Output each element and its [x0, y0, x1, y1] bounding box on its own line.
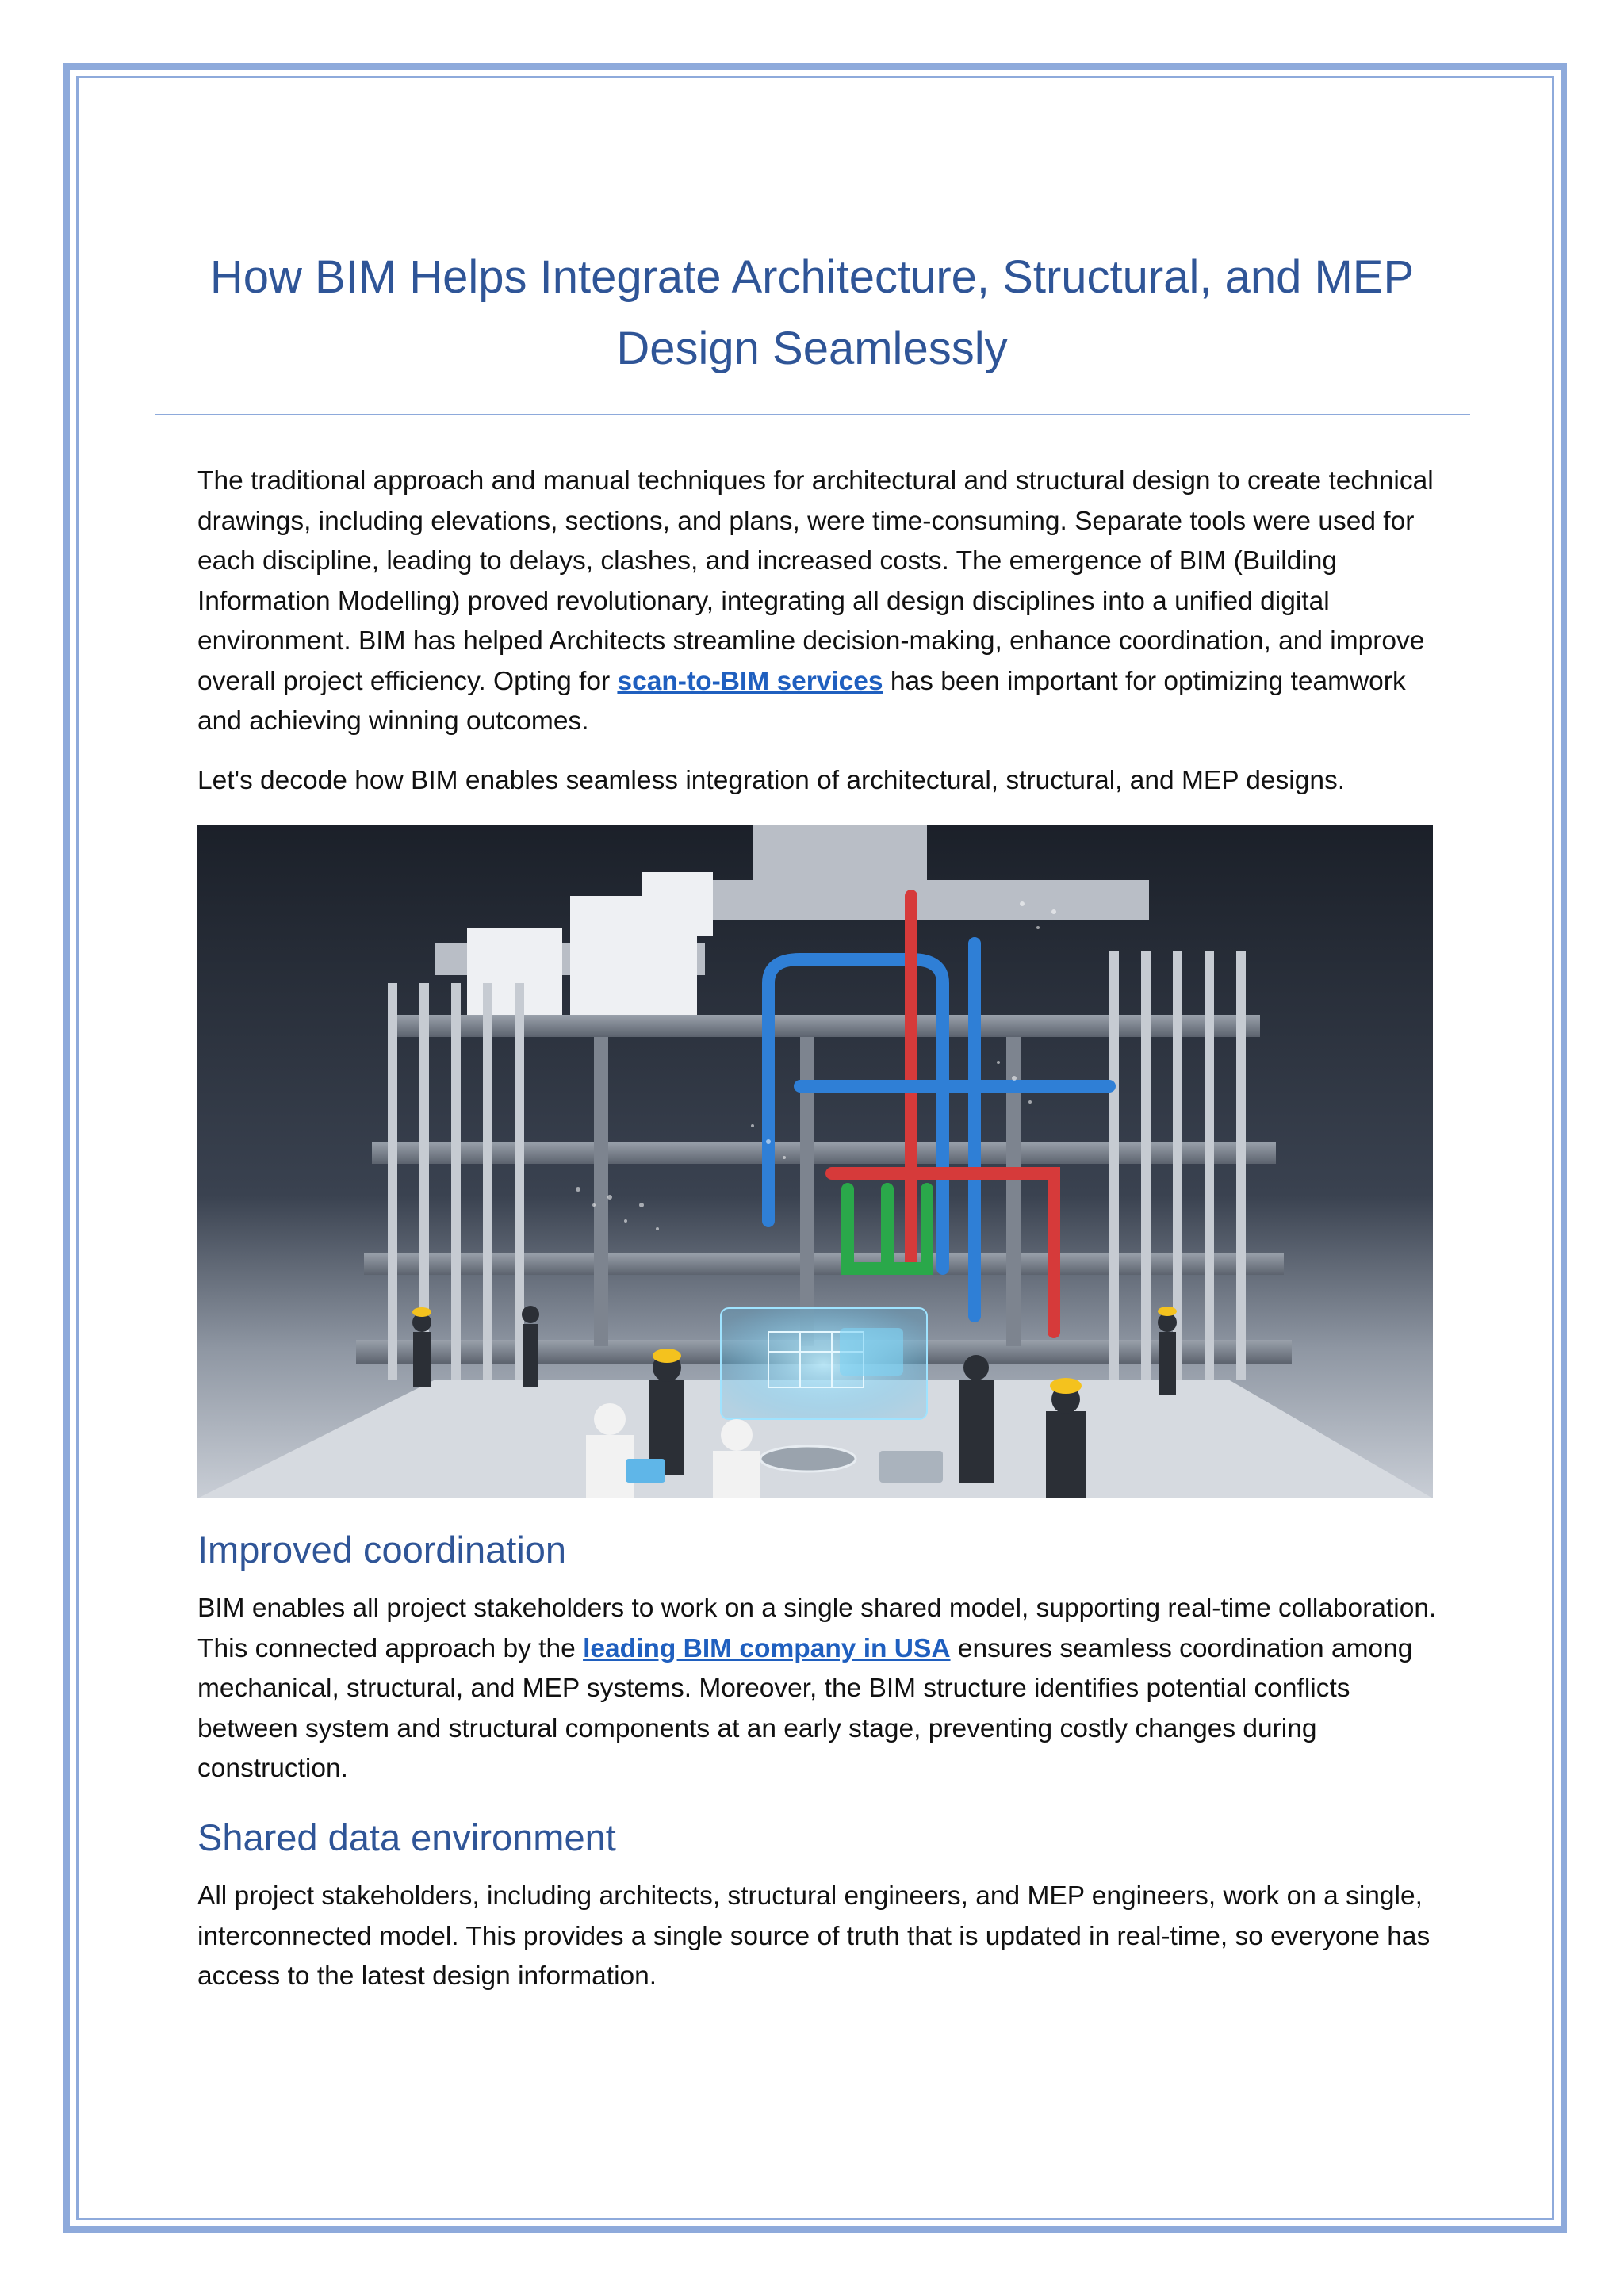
bim-building-illustration: [197, 825, 1433, 1498]
coordination-paragraph: [197, 1589, 1442, 1789]
coordination-text-start: BIM enables all project stakeholders to work on a single shared model, supporting real-time collaboration. This connected approach by the: [197, 1594, 1437, 1663]
shared-data-paragraph: All project stakeholders, including architects, structural engineers, and MEP engineers, work on a single, interconnected model. This provides a single source of truth that is updated in real-time, so everyone has access to the latest design information.: [197, 1881, 1431, 1991]
page-title: How BIM Helps Integrate Architecture, Structural, and MEP Design Seamlessly: [209, 251, 1415, 374]
section-heading-shared-data: Shared data environment: [197, 1816, 616, 1858]
lead-paragraph: Let's decode how BIM enables seamless integration of architectural, structural, and MEP designs.: [197, 766, 1346, 795]
scan-to-bim-link[interactable]: scan-to-BIM services: [617, 666, 883, 696]
intro-paragraph: [197, 461, 1442, 742]
title-divider: [155, 414, 1470, 415]
leading-bim-company-link[interactable]: leading BIM company in USA: [583, 1633, 951, 1663]
coordination-text-end: ensures seamless coordination among mechanical, structural, and MEP systems. Moreover, the BIM structure identifies potential conflicts between system and structural components at an early stage, preventing costly changes during construction.: [197, 1633, 1413, 1783]
intro-text-end: has been important for optimizing teamwork and achieving winning outcomes.: [197, 666, 1406, 736]
intro-text-start: The traditional approach and manual techniques for architectural and structural design to create technical drawings, including elevations, sections, and plans, were time-consuming. Separate tools were used for each discipline, leading to delays, clashes, and increased costs. The emergence of BIM (Building Information Modelling) proved revolutionary, integrating all design disciplines into a unified digital environment. BIM has helped Architects streamline decision-making, enhance coordination, and improve overall project efficiency. Opting for: [197, 466, 1434, 696]
section-heading-coordination: Improved coordination: [197, 1529, 567, 1571]
